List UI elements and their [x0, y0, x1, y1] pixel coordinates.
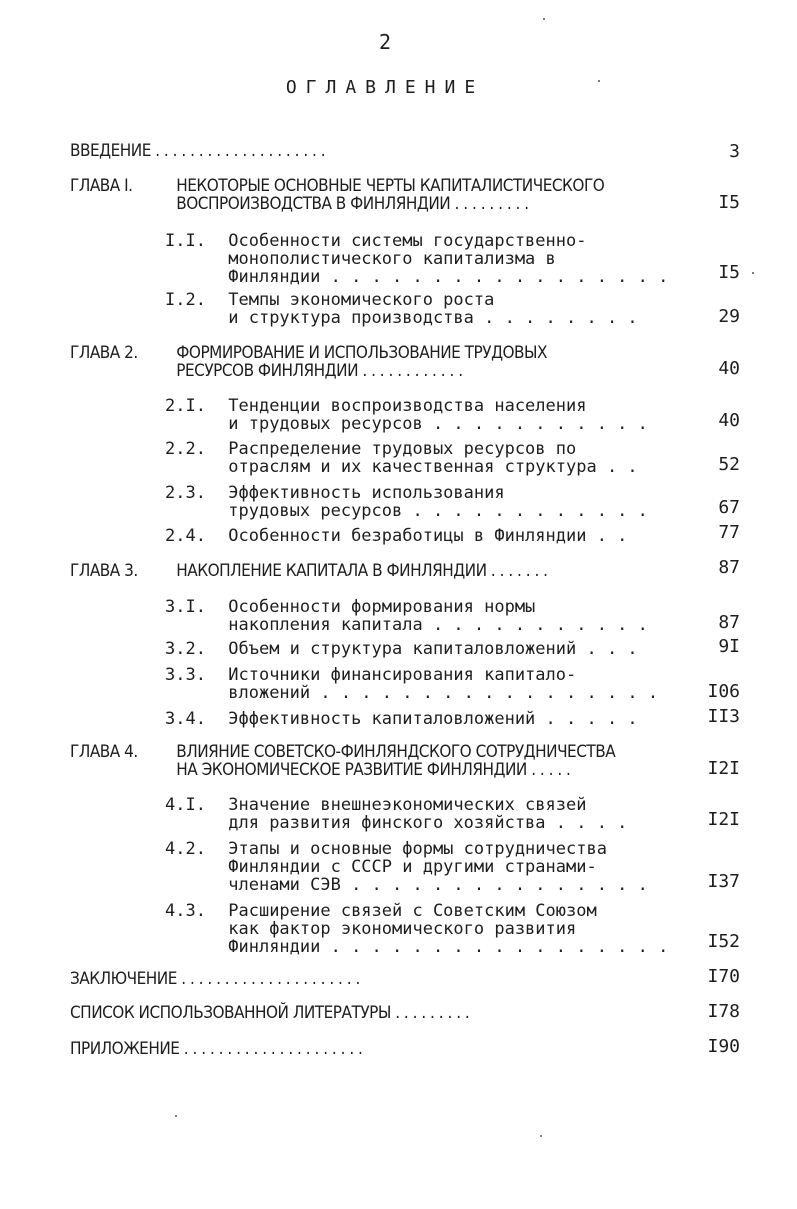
scan-speck: [540, 1135, 542, 1137]
entry-line: Этапы и основные формы сотрудничества: [228, 839, 607, 859]
entry-line: Источники финансирования капитало-: [228, 665, 577, 685]
entry-lead: 3.I.: [165, 597, 206, 617]
entry-line: монополистического капитализма в: [228, 249, 556, 269]
entry-page: II3: [707, 706, 740, 727]
toc-entry-section-2-4[interactable]: [165, 527, 627, 545]
entry-lead: 3.3.: [165, 665, 206, 685]
entry-lead: 2.4.: [165, 526, 206, 546]
entry-lead: 2.3.: [165, 483, 206, 503]
entry-lead: ГЛАВА 2.: [70, 343, 138, 363]
toc-entry-chapter-4[interactable]: [70, 743, 615, 779]
toc-entry-chapter-2[interactable]: [70, 344, 547, 380]
entry-page: 52: [718, 454, 740, 475]
entry-page: I2I: [707, 758, 740, 779]
entry-page: I52: [707, 931, 740, 952]
entry-line: Финляндии . . . . . . . . . . . . . . . . .: [228, 937, 669, 957]
entry-page: I78: [707, 1001, 740, 1022]
entry-line: отраслям и их качественная структура . .: [228, 457, 638, 477]
entry-line: ПРИЛОЖЕНИЕ . . . . . . . . . . . . . . . . . . . . .: [70, 1039, 363, 1059]
entry-lead: I.I.: [165, 231, 206, 251]
entry-line: ВОСПРОИЗВОДСТВА В ФИНЛЯНДИИ . . . . . . . . .: [176, 194, 529, 214]
toc-entry-bibliography[interactable]: [70, 1004, 469, 1022]
entry-line: Объем и структура капиталовложений . . .: [228, 639, 638, 659]
entry-page: I37: [707, 871, 740, 892]
toc-entry-section-3-3[interactable]: [165, 666, 658, 702]
scan-speck: [175, 1115, 177, 1117]
entry-line: Тенденции воспроизводства населения: [228, 396, 587, 416]
entry-line: Распределение трудовых ресурсов по: [228, 439, 577, 459]
entry-line: ЗАКЛЮЧЕНИЕ . . . . . . . . . . . . . . . . . . . . .: [70, 969, 360, 989]
entry-line: Темпы экономического роста: [228, 290, 495, 310]
toc-entry-appendix[interactable]: [70, 1040, 362, 1058]
toc-entry-section-2-3[interactable]: [165, 484, 648, 520]
entry-line: НАКОПЛЕНИЕ КАПИТАЛА В ФИНЛЯНДИИ . . . . . . .: [176, 561, 548, 581]
entry-lead: 3.2.: [165, 639, 206, 659]
scan-speck: [543, 18, 545, 20]
toc-entry-section-3-1[interactable]: [165, 598, 648, 634]
entry-page: I06: [707, 681, 740, 702]
entry-line: и структура производства . . . . . . . .: [228, 308, 638, 328]
entry-line: как фактор экономического развития: [228, 919, 577, 939]
entry-line: вложений . . . . . . . . . . . . . . . . .: [228, 683, 659, 703]
entry-page: I5: [718, 192, 740, 213]
entry-line: Особенности формирования нормы: [228, 597, 536, 617]
entry-lead: 4.3.: [165, 901, 206, 921]
toc-entry-chapter-1[interactable]: [70, 177, 604, 213]
entry-page: I5: [718, 262, 740, 283]
entry-line: Финляндии . . . . . . . . . . . . . . . . .: [228, 267, 669, 287]
entry-lead: 3.4.: [165, 709, 206, 729]
entry-page: 67: [718, 497, 740, 518]
entry-page: I2I: [707, 809, 740, 830]
scan-speck: [752, 272, 754, 274]
toc-entry-conclusion[interactable]: [70, 970, 360, 988]
entry-line: ВВЕДЕНИЕ . . . . . . . . . . . . . . . . . . . .: [70, 141, 326, 161]
toc-entry-section-4-3[interactable]: [165, 902, 668, 956]
scan-speck: [598, 80, 600, 82]
entry-lead: ГЛАВА I.: [70, 176, 133, 196]
entry-line: трудовых ресурсов . . . . . . . . . . . .: [228, 501, 648, 521]
entry-lead: I.2.: [165, 290, 206, 310]
entry-page: 87: [718, 612, 740, 633]
entry-line: Расширение связей с Советским Союзом: [228, 901, 597, 921]
page-number: 2: [378, 30, 392, 54]
entry-lead: 4.2.: [165, 839, 206, 859]
entry-line: Особенности безработицы в Финляндии . .: [228, 526, 628, 546]
entry-page: 40: [718, 358, 740, 379]
entry-page: 40: [718, 410, 740, 431]
toc-entry-section-2-1[interactable]: [165, 397, 648, 433]
entry-page: 29: [718, 306, 740, 327]
entry-line: ФОРМИРОВАНИЕ И ИСПОЛЬЗОВАНИЕ ТРУДОВЫХ: [176, 343, 548, 363]
entry-line: РЕСУРСОВ ФИНЛЯНДИИ . . . . . . . . . . . .: [176, 361, 463, 381]
toc-entry-section-3-4[interactable]: [165, 710, 638, 728]
toc-entry-section-4-1[interactable]: [165, 796, 627, 832]
toc-entry-section-4-2[interactable]: [165, 840, 648, 894]
entry-line: накопления капитала . . . . . . . . . . .: [228, 615, 648, 635]
toc-entry-section-2-2[interactable]: [165, 440, 638, 476]
entry-lead: ГЛАВА 4.: [70, 742, 138, 762]
entry-line: Финляндии с СССР и другими странами-: [228, 857, 597, 877]
entry-line: СПИСОК ИСПОЛЬЗОВАННОЙ ЛИТЕРАТУРЫ . . . . . . . . .: [70, 1003, 470, 1023]
toc-entry-section-1-2[interactable]: [165, 291, 638, 327]
entry-page: 3: [729, 141, 740, 162]
entry-line: и трудовых ресурсов . . . . . . . . . . .: [228, 414, 648, 434]
entry-page: 77: [718, 522, 740, 543]
entry-line: Значение внешнеэкономических связей: [228, 795, 587, 815]
entry-line: Эффективность использования: [228, 483, 505, 503]
toc-entry-section-3-2[interactable]: [165, 640, 638, 658]
entry-line: Особенности системы государственно-: [228, 231, 587, 251]
toc-entry-section-1-1[interactable]: [165, 232, 668, 286]
entry-lead: 4.I.: [165, 795, 206, 815]
entry-line: для развития финского хозяйства . . . .: [228, 813, 628, 833]
entry-page: 87: [718, 557, 740, 578]
toc-title: ОГЛАВЛЕНИЕ: [285, 77, 485, 98]
entry-line: ВЛИЯНИЕ СОВЕТСКО-ФИНЛЯНДСКОГО СОТРУДНИЧЕСТВА: [176, 742, 616, 762]
entry-line: НА ЭКОНОМИЧЕСКОЕ РАЗВИТИЕ ФИНЛЯНДИИ . . . . .: [176, 760, 571, 780]
entry-line: НЕКОТОРЫЕ ОСНОВНЫЕ ЧЕРТЫ КАПИТАЛИСТИЧЕСКОГО: [176, 176, 605, 196]
entry-page: I90: [707, 1036, 740, 1057]
entry-lead: 2.I.: [165, 396, 206, 416]
entry-line: членами СЭВ . . . . . . . . . . . . . . .: [228, 875, 648, 895]
entry-lead: ГЛАВА 3.: [70, 561, 138, 581]
toc-entry-chapter-3[interactable]: [70, 562, 548, 580]
entry-page: I70: [707, 966, 740, 987]
entry-line: Эффективность капиталовложений . . . . .: [228, 709, 638, 729]
toc-entry-introduction[interactable]: [70, 142, 325, 160]
entry-page: 9I: [718, 636, 740, 657]
entry-lead: 2.2.: [165, 439, 206, 459]
